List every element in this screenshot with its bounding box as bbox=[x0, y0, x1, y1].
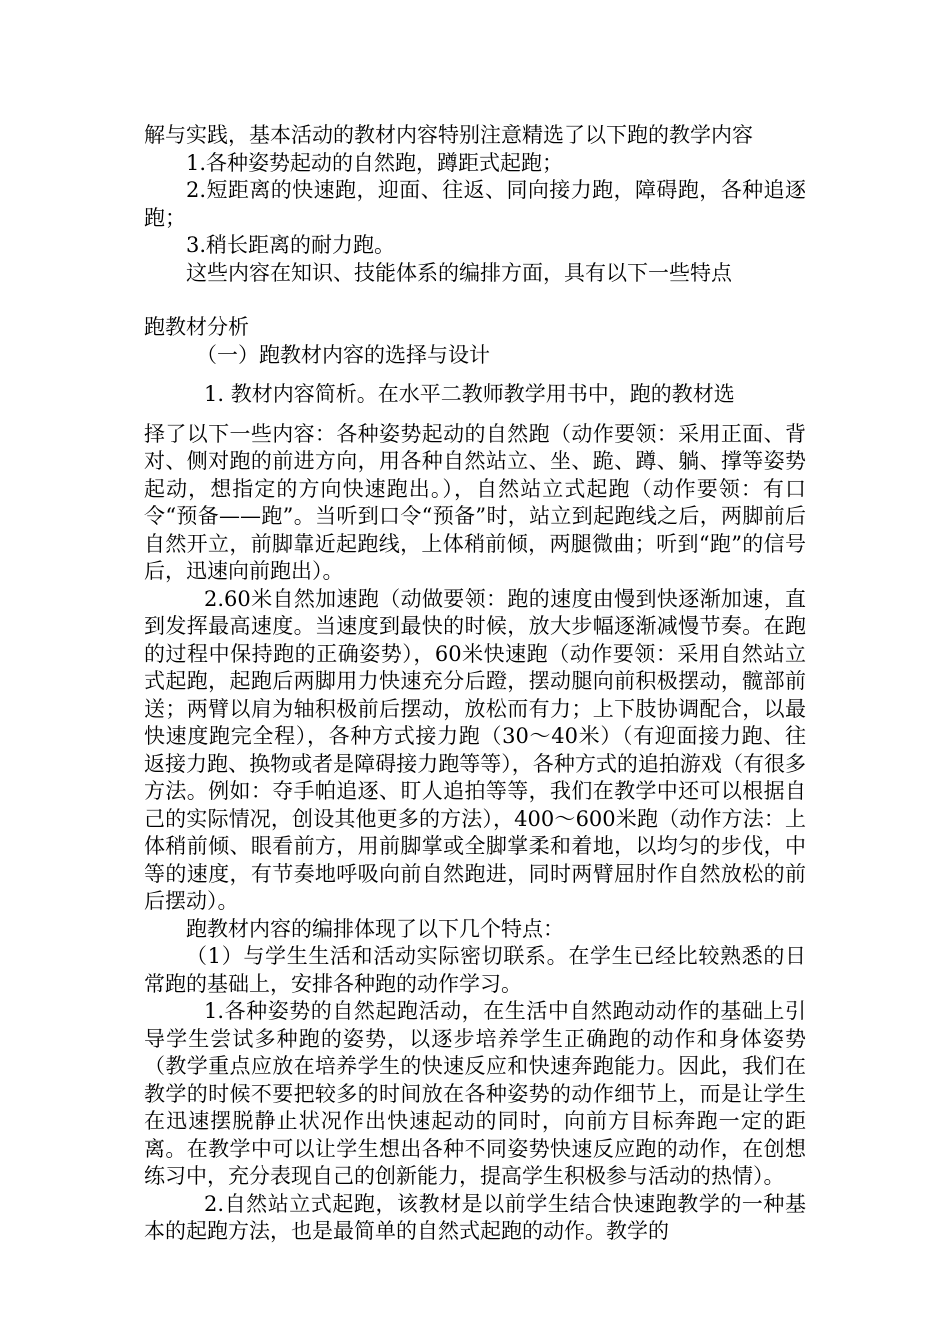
paragraph-feature-1-item-1: 1.各种姿势的自然起跑活动，在生活中自然跑动动作的基础上引导学生尝试多种跑的姿势，以逐步培养学生正确跑的动作和身体姿势（教学重点应放在培养学生的快速反应和快速奔跑能力。因此，我们在教学的时候不要把较多的时间放在各种姿势的动作细节上，而是让学生在迅速摆脱静止状况作出快速起动的同时，向前方目标奔跑一定的距离。在教学中可以让学生想出各种不同姿势快速反应跑的动作，在创想练习中，充分表现自己的创新能力，提高学生积极参与活动的热情）。 bbox=[144, 999, 806, 1188]
paragraph-point-2: 2.60米自然加速跑（动做要领：跑的速度由慢到快逐渐加速，直到发挥最高速度。当速度到最快的时候，放大步幅逐渐减慢节奏。在跑的过程中保持跑的正确姿势），60米快速跑（动作要领：采用自然站立式起跑，起跑后两脚用力快速充分后蹬，摆动腿向前积极摆动，髋部前送；两臂以肩为轴积极前后摆动，放松而有力；上下肢协调配合，以最快速度跑完全程），各种方式接力跑（30～40米）（有迎面接力跑、往返接力跑、换物或者是障碍接力跑等等），各种方式的追拍游戏（有很多方法。例如：夺手帕追逐、盯人追拍等等，我们在教学中还可以根据自己的实际情况，创设其他更多的方法），400～600米跑（动作方法：上体稍前倾、眼看前方，用前脚掌或全脚掌柔和着地，以均匀的步伐，中等的速度，有节奏地呼吸向前自然跑进，同时两臂屈肘作自然放松的前后摆动）。 bbox=[144, 586, 806, 913]
list-item-2: 2.短距离的快速跑，迎面、往返、同向接力跑，障碍跑，各种追逐跑； bbox=[144, 178, 806, 230]
paragraph-arrangement: 跑教材内容的编排体现了以下几个特点： bbox=[186, 916, 564, 941]
paragraph-analysis-lead: 1. 教材内容简析。在水平二教师教学用书中，跑的教材选 bbox=[204, 382, 735, 406]
document-body bbox=[144, 122, 806, 1246]
paragraph-feature-1-item-2: 2.自然站立式起跑，该教材是以前学生结合快速跑教学的一种基本的起跑方法，也是最简单的自然式起跑的动作。教学的 bbox=[144, 1191, 806, 1243]
spacer bbox=[144, 287, 806, 314]
section-heading: 跑教材分析 bbox=[144, 315, 249, 339]
paragraph-feature-1: （1）与学生生活和活动实际密切联系。在学生已经比较熟悉的日常跑的基础上，安排各种跑的动作学习。 bbox=[144, 944, 806, 996]
paragraph-features: 这些内容在知识、技能体系的编排方面，具有以下一些特点 bbox=[186, 260, 732, 285]
list-item-3: 3.稍长距离的耐力跑。 bbox=[186, 233, 396, 257]
paragraph-intro: 解与实践，基本活动的教材内容特别注意精选了以下跑的教学内容 bbox=[144, 123, 753, 147]
subsection-heading: （一）跑教材内容的选择与设计 bbox=[196, 342, 490, 367]
paragraph-analysis-body: 择了以下一些内容：各种姿势起动的自然跑（动作要领：采用正面、背对、侧对跑的前进方向，用各种自然站立、坐、跪、蹲、躺、撑等姿势起动，想指定的方向快速跑出。），自然站立式起跑（动作要领：有口令“预备——跑”。当听到口令“预备”时，站立到起跑线之后，两脚前后自然开立，前脚靠近起跑线，上体稍前倾，两腿微曲；听到“跑”的信号后，迅速向前跑出）。 bbox=[144, 421, 806, 583]
list-item-1: 1.各种姿势起动的自然跑，蹲距式起跑； bbox=[186, 150, 564, 175]
spacer bbox=[144, 369, 806, 381]
spacer bbox=[144, 409, 806, 421]
